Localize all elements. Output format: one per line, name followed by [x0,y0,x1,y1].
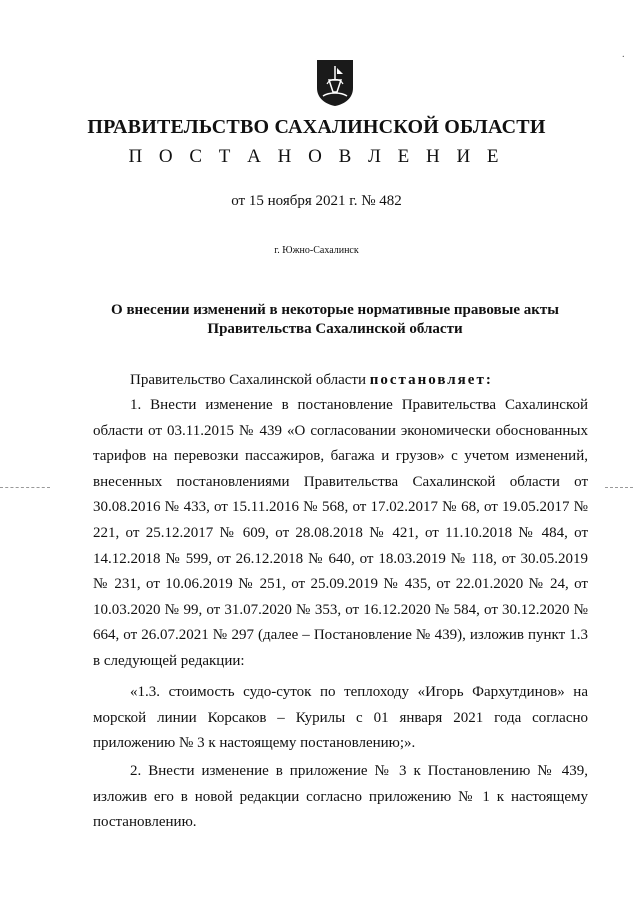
paragraph-3: 2. Внести изменение в приложение № 3 к Постановлению № 439, изложив его в новой редакции согласно приложению № 1 к настоящему постановлению. [93,763,588,831]
scan-artifact-left [0,487,50,488]
document-date-number: от 15 ноября 2021 г. № 482 [231,193,402,209]
intro-line [130,372,493,389]
margin-mark: · [621,52,625,63]
scan-artifact-right [605,487,633,488]
subject-line-1: О внесении изменений в некоторые нормативные правовые акты [111,302,559,318]
intro-action: постановляет: [369,372,493,388]
subject-line-2: Правительства Сахалинской области [207,321,463,337]
paragraph-2: «1.3. стоимость судо-суток по теплоходу «Игорь Фархутдинов» на морской линии Корсаков – Курилы с 01 января 2021 года согласно приложению № 3 к настоящему постановлению;». [93,684,588,752]
government-title: ПРАВИТЕЛЬСТВО САХАЛИНСКОЙ ОБЛАСТИ [87,116,546,138]
document-subject [100,301,570,339]
document-type: П О С Т А Н О В Л Е Н И Е [128,146,505,167]
paragraph-1: 1. Внести изменение в постановление Правительства Сахалинской области от 03.11.2015 № 439 «О согласовании экономически обоснованных тарифов на перевозки пассажиров, багажа и грузов» с учетом изменений, внесенных постановлениями Правительства Сахалинской области от 30.08.2016 № 433, от 15.11.2016 № 568, от 17.02.2017 № 68, от 19.05.2017 № 221, от 25.12.2017 № 609, от 28.08.2018 № 421, от 11.10.2018 № 484, от 14.12.2018 № 599, от 26.12.2018 № 640, от 18.03.2019 № 118, от 30.05.2019 № 231, от 10.06.2019 № 251, от 25.09.2019 № 435, от 22.01.2020 № 24, от 10.03.2020 № 99, от 31.07.2020 № 353, от 16.12.2020 № 584, от 30.12.2020 № 664, от 26.07.2021 № 297 (далее – Постановление № 439), изложив пункт 1.3 в следующей редакции: [93,397,588,669]
coat-of-arms-icon [315,58,355,108]
intro-lead: Правительство Сахалинской области [130,372,370,388]
city-name: г. Южно-Сахалинск [274,245,359,256]
